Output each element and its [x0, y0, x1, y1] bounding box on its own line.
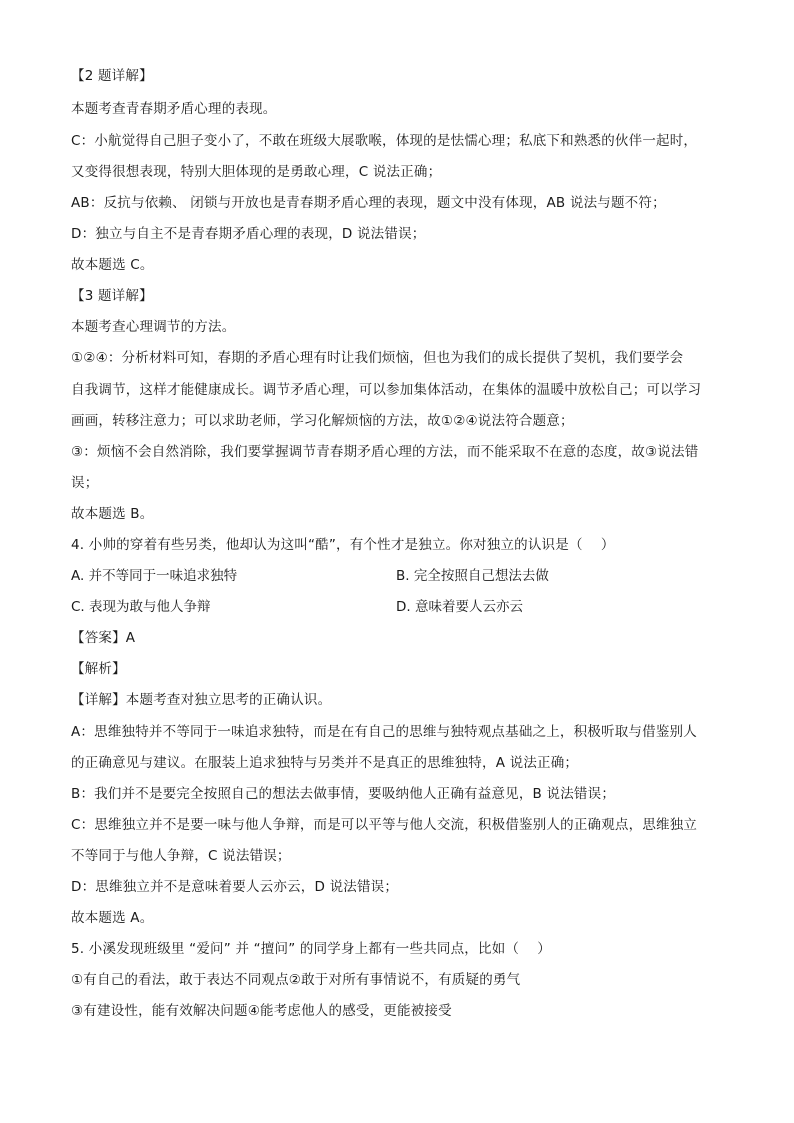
text-line: A：思维独特并不等同于一味追求独特，而是在有自己的思维与独特观点基础之上，积极听取与借鉴别人: [71, 724, 697, 740]
text-line: C：小航觉得自己胆子变小了，不敢在班级大展歌喉，体现的是怯懦心理；私底下和熟悉的伙伴一起时，: [71, 133, 698, 149]
q4-option-d: D. 意味着要人云亦云: [396, 599, 523, 615]
question-5-stem: 5. 小溪发现班级里 “爱问” 并 “擅问” 的同学身上都有一些共同点，比如（ ）: [71, 941, 552, 957]
section-heading-q2: 【2 题详解】: [71, 68, 153, 84]
text-line: 故本题选 B。: [71, 506, 154, 522]
text-line: 故本题选 A。: [71, 910, 154, 926]
text-line: 又变得很想表现，特别大胆体现的是勇敢心理，C 说法正确；: [71, 164, 442, 180]
text-line: AB：反抗与依赖、 闭锁与开放也是青春期矛盾心理的表现，题文中没有体现，AB 说法与题不符；: [71, 195, 666, 211]
text-line: 不等同于与他人争辩，C 说法错误；: [71, 848, 291, 864]
text-line: 本题考查心理调节的方法。: [71, 319, 236, 335]
text-line: 【详解】本题考查对独立思考的正确认识。: [71, 692, 332, 708]
text-line: C：思维独立并不是要一味与他人争辩，而是可以平等与他人交流，积极借鉴别人的正确观点，思维独立: [71, 817, 698, 833]
text-line: B：我们并不是要完全按照自己的想法去做事情，要吸纳他人正确有益意见，B 说法错误；: [71, 786, 616, 802]
text-line: ①②④：分析材料可知，春期的矛盾心理有时让我们烦恼，但也为我们的成长提供了契机，我们要学会: [71, 350, 684, 366]
question-4-stem: 4. 小帅的穿着有些另类，他却认为这叫“酷”，有个性才是独立。你对独立的认识是（ ）: [71, 537, 615, 553]
section-heading-q3: 【3 题详解】: [71, 288, 153, 304]
text-line: 本题考查青春期矛盾心理的表现。: [71, 101, 277, 117]
text-line: 自我调节，这样才能健康成长。调节矛盾心理，可以参加集体活动，在集体的温暖中放松自己；可以学习: [71, 382, 702, 398]
text-line: ③有建设性，能有效解决问题④能考虑他人的感受，更能被接受: [71, 1003, 452, 1019]
q4-option-c: C. 表现为敢与他人争辩: [71, 599, 211, 615]
text-line: 的正确意见与建议。在服装上追求独特与另类并不是真正的思维独特，A 说法正确；: [71, 755, 579, 771]
text-line: D：思维独立并不是意味着要人云亦云，D 说法错误；: [71, 879, 399, 895]
text-line: 故本题选 C。: [71, 257, 154, 273]
text-line: 画画，转移注意力；可以求助老师，学习化解烦恼的方法，故①②④说法符合题意；: [71, 413, 574, 429]
q4-option-a: A. 并不等同于一味追求独特: [71, 568, 238, 584]
text-line: 误；: [71, 475, 99, 491]
text-line: ③：烦恼不会自然消除，我们要掌握调节青春期矛盾心理的方法，而不能采取不在意的态度，故③说法错: [71, 444, 699, 460]
answer-label: 【答案】A: [71, 630, 136, 646]
text-line: ①有自己的看法，敢于表达不同观点②敢于对所有事情说不，有质疑的勇气: [71, 972, 521, 988]
analysis-label: 【解析】: [71, 661, 126, 677]
q4-option-b: B. 完全按照自己想法去做: [396, 568, 549, 584]
text-line: D：独立与自主不是青春期矛盾心理的表现，D 说法错误；: [71, 226, 426, 242]
